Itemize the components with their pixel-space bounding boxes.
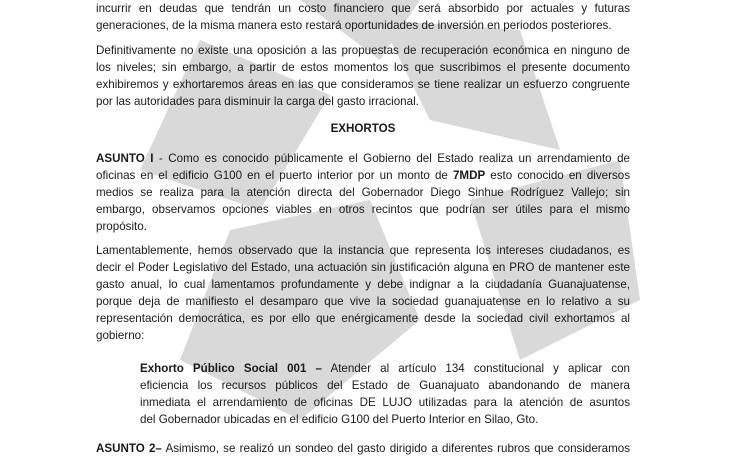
text-line: por las autoridades para disminuir la carga del gasto irracional. — [96, 95, 419, 108]
text-line: medios se realiza para la atención directa del Gobernador Diego Sinhue Rodríguez Vallejo; sin — [96, 186, 630, 199]
text-line: representación democrática, es por ello que enérgicamente desde la sociedad civil exhortamos al — [96, 312, 630, 325]
text-line: los niveles; sin embargo, a partir de estos momentos los que suscribimos el presente documento — [96, 61, 630, 74]
text-line: exhibiremos y exhortaremos áreas en las que consideramos se tiene realizar un esfuerzo congruente — [96, 78, 630, 91]
text-line: embargo, observamos opciones viables en otros recintos que podrían ser útiles para el mismo — [96, 203, 630, 216]
text-line — [96, 167, 630, 184]
text-line — [96, 440, 630, 457]
exhorto-001-paragraph — [140, 360, 630, 428]
amount-value: 7MDP — [452, 169, 486, 182]
text-line: gobierno: — [96, 329, 145, 342]
text-line: propósito. — [96, 220, 147, 233]
asunto-1-label: ASUNTO I — [96, 152, 154, 165]
paragraph-4 — [96, 242, 630, 344]
text-line: incurrir en deudas que tendrán un costo financiero que será absorbido por actuales y futuras — [96, 2, 630, 15]
text-line: Lamentablemente, hemos observado que la instancia que representa los intereses ciudadanos, es — [96, 244, 630, 257]
text-line: decir el Poder Legislativo del Estado, una actuación sin justificación alguna en PRO de mantener este — [96, 261, 630, 274]
text-line — [96, 150, 630, 167]
text-run: - Como es conocido públicamente el Gobierno del Estado realiza un arrendamiento de — [153, 152, 630, 165]
text-run: Atender al artículo 134 constitucional y aplicar con — [322, 362, 631, 375]
text-line: del Gobernador ubicadas en el edificio G100 del Puerto Interior en Silao, Gto. — [140, 413, 539, 426]
text-run: esto conocido en diversos — [485, 169, 630, 182]
text-line: porque deja de manifiesto el desamparo que vive la sociedad guanajuatense en lo relativo a su — [96, 295, 630, 308]
text-line: Definitivamente no existe una oposición a las propuestas de recuperación económica en ninguno de — [96, 44, 630, 57]
text-line: generaciones, de la misma manera esto restará oportunidades de inversión en periodos posteriores. — [96, 19, 612, 32]
text-run: Asimismo, se realizó un sondeo del gasto dirigido a diferentes rubros que consideramos — [161, 442, 631, 455]
text-line: inmediata el arrendamiento de oficinas DE LUJO utilizadas para la atención de asuntos — [140, 396, 630, 409]
text-line: eficiencia los recursos públicos del Estado de Guanajuato abandonando de manera — [140, 379, 630, 392]
paragraph-2 — [96, 42, 630, 110]
exhorto-001-label: Exhorto Público Social 001 – — [140, 362, 322, 375]
text-line: gasto anual, lo cual lamentamos profundamente y debe indignar a la ciudadanía Guanajuatense, — [96, 278, 630, 291]
section-heading: EXHORTOS — [330, 122, 396, 135]
paragraph-1 — [96, 0, 630, 34]
text-run: oficinas en el edificio G100 en el puerto interior por un monto de — [96, 169, 453, 182]
text-line — [140, 360, 630, 377]
asunto-1-paragraph — [96, 150, 630, 235]
asunto-2-paragraph — [96, 440, 630, 457]
asunto-2-label: ASUNTO 2– — [96, 442, 162, 455]
